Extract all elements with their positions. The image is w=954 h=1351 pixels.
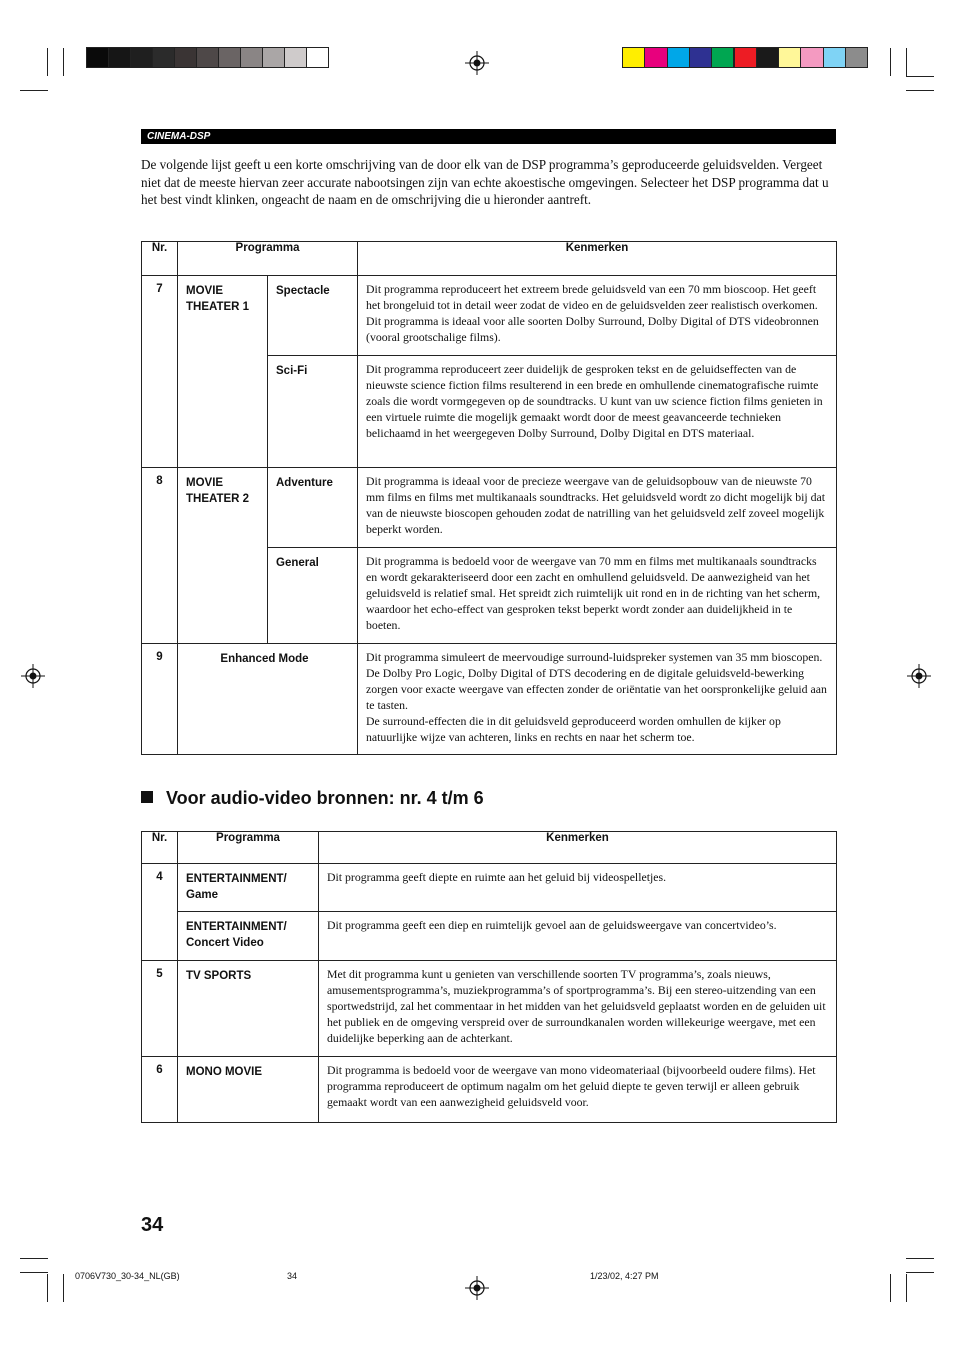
calibration-swatch [734, 47, 757, 68]
table-header-row [142, 242, 837, 276]
registration-target-icon [465, 51, 489, 75]
calibration-swatch [152, 47, 175, 68]
program-description [358, 644, 837, 755]
sub-program-name: Sci-Fi [268, 356, 358, 468]
calibration-swatch [711, 47, 734, 68]
calibration-swatch [667, 47, 690, 68]
header-nr: Nr. [142, 832, 178, 864]
table-row [142, 1057, 837, 1123]
header-programma: Programma [178, 242, 358, 276]
registration-target-icon [21, 664, 45, 688]
crop-mark [20, 90, 48, 91]
crop-mark [906, 1258, 934, 1259]
table-row [142, 961, 837, 1057]
calibration-swatch [240, 47, 263, 68]
footer-page: 34 [287, 1271, 298, 1281]
crop-mark [906, 1272, 934, 1273]
calibration-swatch [284, 47, 307, 68]
crop-mark [20, 1272, 48, 1273]
crop-mark [906, 48, 907, 76]
program-name: TV SPORTS [178, 961, 319, 1057]
program-name: MONO MOVIE [178, 1057, 319, 1123]
section-header-bar: CINEMA-DSP [141, 129, 836, 144]
program-name: MOVIE THEATER 1 [178, 276, 268, 468]
calibration-swatch [823, 47, 846, 68]
calibration-swatch [218, 47, 241, 68]
table-header-row [142, 832, 837, 864]
crop-mark [906, 1274, 907, 1302]
crop-mark [890, 48, 891, 76]
row-number: 4 [142, 864, 178, 961]
program-description: Dit programma geeft diepte en ruimte aan het geluid bij videospelletjes. [319, 864, 837, 912]
table-row [142, 912, 837, 961]
table-row [142, 468, 837, 548]
program-table-cinema [141, 241, 837, 755]
calibration-swatch [689, 47, 712, 68]
crop-mark [47, 48, 48, 76]
registration-target-icon [465, 1276, 489, 1300]
row-number: 6 [142, 1057, 178, 1123]
calibration-swatch [130, 47, 153, 68]
program-description: Dit programma is bedoeld voor de weergave van mono videomateriaal (bijvoorbeeld oudere films). Het programma reproduceert de optimum nagalm om het geluid diepte te geven terwijl er alleen gebruik gemaakt wordt van een aanwezigheid geluidsveld voor. [319, 1057, 837, 1123]
table-row [142, 864, 837, 912]
calibration-swatch [644, 47, 667, 68]
sub-program-name: Adventure [268, 468, 358, 548]
calibration-swatch [262, 47, 285, 68]
header-programma: Programma [178, 832, 319, 864]
sub-program-name: General [268, 548, 358, 644]
program-name: ENTERTAINMENT/ Game [178, 864, 319, 912]
crop-mark [63, 48, 64, 76]
calibration-swatch [108, 47, 131, 68]
footer-file-name: 0706V730_30-34_NL(GB) [75, 1271, 180, 1281]
crop-mark [63, 1274, 64, 1302]
calibration-swatch [778, 47, 801, 68]
footer-datetime: 1/23/02, 4:27 PM [590, 1271, 659, 1281]
calibration-swatch [174, 47, 197, 68]
row-number: 9 [142, 644, 178, 755]
program-table-audio-video [141, 831, 837, 1123]
calibration-swatch [800, 47, 823, 68]
calibration-swatch [306, 47, 329, 68]
page-number: 34 [141, 1214, 164, 1236]
registration-target-icon [907, 664, 931, 688]
table-row [142, 276, 837, 356]
program-description: Met dit programma kunt u genieten van verschillende soorten TV programma’s, zoals nieuws, amusementsprogramma’s, muziekprogramma’s of sportprogramma’s. Bij een stereo-uitzending van een sportwedstrijd, zal het commentaar in het midden van het geluidsveld geplaatst worden en de geluiden uit het publiek en de omgeving verspreid over de surroundkanalen worden willekeurige weergave, met een duidelijke beperking aan de achterkant. [319, 961, 837, 1057]
crop-mark [47, 1274, 48, 1302]
calibration-swatch [756, 47, 779, 68]
description-line: Dit programma simuleert de meervoudige surround-luidspreker systemen van 35 mm bioscopen. De Dolby Pro Logic, Dolby Digital of DTS decodering en de digitale geluidsveld-bewerking zorgen voor exacte weergave van effecten zonder de oriëntatie van het oorspronkelijke geluid aan te tasten. [366, 650, 827, 712]
program-name: MOVIE THEATER 2 [178, 468, 268, 644]
program-description: Dit programma reproduceert zeer duidelijk de gesproken tekst en de geluidseffecten van de nieuwste science fiction films resulterend in een brede en omhullende cinematografische ruimte zoals die wordt vormgegeven op de soundtracks. U kunt van uw science fiction films genieten in een virtuele ruimte die mogelijk gemaakt wordt door de meest geavanceerde technieken belichaamd in het weergegeven Dolby Surround, Dolby Digital en DTS materiaal. [358, 356, 837, 468]
row-number: 8 [142, 468, 178, 644]
header-nr: Nr. [142, 242, 178, 276]
square-bullet-icon [141, 791, 153, 803]
program-description: Dit programma is ideaal voor de precieze weergave van de geluidsopbouw van de nieuwste 70 mm films en films met multikanaals soundtracks. Het geluidsveld wordt zo dicht mogelijk bij dat van de nieuwste bioscopen gehouden zodat de natrilling van het geluidsveld zelf zoveel mogelijk beperkt worden. [358, 468, 837, 548]
crop-mark [906, 90, 934, 91]
calibration-swatch [196, 47, 219, 68]
row-number: 5 [142, 961, 178, 1057]
program-description: Dit programma geeft een diep en ruimtelijk gevoel aan de geluidsweergave van concertvideo’s. [319, 912, 837, 961]
crop-mark [20, 1258, 48, 1259]
row-number: 7 [142, 276, 178, 468]
sub-program-name: Spectacle [268, 276, 358, 356]
header-kenmerken: Kenmerken [358, 242, 837, 276]
crop-mark [890, 1274, 891, 1302]
header-kenmerken: Kenmerken [319, 832, 837, 864]
section-title [141, 786, 484, 810]
table-row [142, 644, 837, 755]
section-title-text: Voor audio-video bronnen: nr. 4 t/m 6 [166, 788, 484, 808]
description-line: De surround-effecten die in dit geluidsveld geproduceerd worden omhullen de kijker op natuurlijke wijze van achteren, links en rechts en naar het scherm toe. [366, 714, 781, 744]
crop-mark [906, 76, 934, 77]
program-description: Dit programma reproduceert het extreem brede geluidsveld van een 70 mm bioscoop. Het geeft het brongeluid tot in detail weer zodat de video en de geluidsvelden zeer realistisch overkomen. Dit programma is ideaal voor alle soorten Dolby Surround, Dolby Digital of DTS videobronnen (vooral grootschalige films). [358, 276, 837, 356]
intro-paragraph: De volgende lijst geeft u een korte omschrijving van de door elk van de DSP programma’s geproduceerde geluidsvelden. Vergeet niet dat de meeste hiervan zeer accurate nabootsingen zijn van echte akoestische omgevingen. Selecteer het DSP programma dat u het best vindt klinken, ongeacht de naam en de omschrijving die u hieronder aantreft. [141, 157, 829, 208]
program-name: ENTERTAINMENT/ Concert Video [178, 912, 319, 961]
program-name: Enhanced Mode [178, 644, 358, 755]
calibration-swatch [622, 47, 645, 68]
calibration-swatch [86, 47, 109, 68]
program-description: Dit programma is bedoeld voor de weergave van 70 mm en films met multikanaals soundtracks en wordt gekarakteriseerd door een zacht en omhullend geluidsveld. De aanwezigheid van het geluidsveld is relatief smal. Het spreidt zich ruimtelijk uit rond en in de richting van het scherm, waardoor het echo-effect van gesproken tekst beperkt wordt zonder aan duidelijkheid in te boeten. [358, 548, 837, 644]
calibration-swatch [845, 47, 868, 68]
